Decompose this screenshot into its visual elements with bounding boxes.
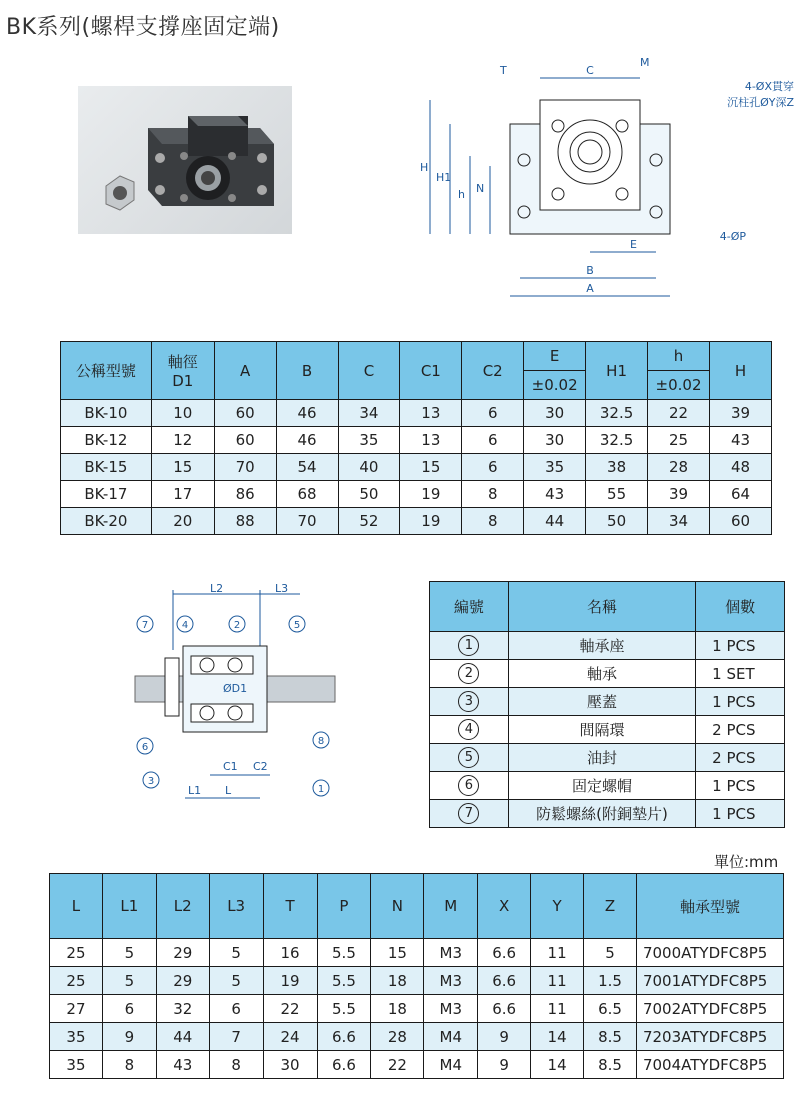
parts-number-cell [430,744,509,772]
dimension-cell: 35 [50,1051,103,1079]
spec-cell: 6 [462,454,524,481]
spec-cell: 70 [214,454,276,481]
spec-row [61,427,772,454]
drawing-label-h1: H1 [436,171,452,184]
page-title: BK系列(螺桿支撐座固定端) [6,15,280,40]
dimension-cell: M3 [424,995,478,1023]
spec-cell: 54 [276,454,338,481]
header-c2: C2 [462,342,524,400]
parts-number: 2 [458,663,479,684]
spec-cell: 8 [462,508,524,535]
header-quantity: 個數 [696,582,785,632]
parts-table [429,581,785,828]
dimension-cell: 7004ATYDFC8P5 [636,1051,783,1079]
spec-cell: 60 [710,508,772,535]
dimension-cell: 24 [263,1023,317,1051]
dimension-cell: 30 [263,1051,317,1079]
dimension-cell: 25 [50,967,103,995]
spec-cell: 30 [524,427,586,454]
spec-cell: 68 [276,481,338,508]
dimension-cell: M3 [424,967,478,995]
header-h1: H1 [586,342,648,400]
parts-row [430,632,785,660]
drawing-label-hole-y: 沉柱孔ØY深Z [727,96,794,109]
section-label-l: L [225,784,232,797]
callout-8: 8 [317,736,325,747]
header-e: E [524,342,586,371]
drawing-label-hh: h [458,188,465,201]
parts-name-cell: 固定螺帽 [508,772,695,800]
dimension-header-cell: L [50,874,103,939]
dimension-header-cell: P [317,874,371,939]
parts-quantity-cell: 1 SET [696,660,785,688]
spec-cell: 19 [400,508,462,535]
spec-cell: 30 [524,400,586,427]
unit-label: 單位:mm [714,853,779,871]
spec-row [61,400,772,427]
dimension-cell: 14 [531,1023,584,1051]
spec-cell: 8 [462,481,524,508]
callout-2: 2 [233,620,241,631]
dimension-table-body [50,939,784,1079]
dimension-cell: M3 [424,939,478,967]
parts-quantity-cell: 1 PCS [696,632,785,660]
parts-quantity-cell: 1 PCS [696,688,785,716]
dimension-cell: 9 [478,1051,531,1079]
spec-cell: 13 [400,400,462,427]
spec-cell: 55 [586,481,648,508]
callout-3: 3 [147,776,155,787]
parts-row [430,744,785,772]
spec-cell: 86 [214,481,276,508]
dimension-header-cell: L1 [102,874,156,939]
spec-row [61,454,772,481]
dimension-cell: 32 [156,995,209,1023]
dimension-cell: 1.5 [584,967,637,995]
parts-number: 4 [458,719,479,740]
parts-name-cell: 間隔環 [508,716,695,744]
header-number: 編號 [430,582,509,632]
dimension-cell: 18 [371,995,424,1023]
dimension-cell: 22 [371,1051,424,1079]
spec-cell: 50 [586,508,648,535]
dimension-cell: 29 [156,967,209,995]
dimension-cell: 5.5 [317,939,371,967]
parts-number-cell [430,632,509,660]
drawing-label-e: E [630,238,637,251]
spec-table-body [61,400,772,535]
dimension-header-cell: X [478,874,531,939]
dimension-cell: 22 [263,995,317,1023]
spec-cell: BK-17 [61,481,152,508]
dimension-cell: 5 [584,939,637,967]
spec-table [60,341,772,535]
dimension-cell: 15 [371,939,424,967]
section-label-l3: L3 [275,582,289,595]
parts-name-cell: 壓蓋 [508,688,695,716]
spec-cell: BK-12 [61,427,152,454]
dimension-cell: 6.6 [478,939,531,967]
spec-cell: 60 [214,427,276,454]
dimension-cell: 5.5 [317,967,371,995]
callout-1: 1 [317,784,325,795]
dimension-cell: 35 [50,1023,103,1051]
drawing-label-m: M [640,56,650,69]
callout-6: 6 [141,742,149,753]
dimension-cell: 8.5 [584,1023,637,1051]
drawing-label-c: C [586,64,594,77]
spec-cell: 38 [586,454,648,481]
dimension-cell: 7001ATYDFC8P5 [636,967,783,995]
dimension-cell: 25 [50,939,103,967]
parts-row [430,688,785,716]
header-hh-tolerance: ±0.02 [648,371,710,400]
parts-number-cell [430,688,509,716]
header-b: B [276,342,338,400]
spec-cell: 43 [524,481,586,508]
dimension-cell: 6.6 [478,967,531,995]
dimension-table [49,873,784,1079]
dimension-cell: 11 [531,967,584,995]
dimension-cell: 7000ATYDFC8P5 [636,939,783,967]
section-label-c1: C1 [223,760,238,773]
spec-cell: 22 [648,400,710,427]
drawing-label-h: H [420,161,429,174]
dimension-header-cell: N [371,874,424,939]
drawing-label-t: T [500,64,507,77]
technical-drawing [400,56,795,306]
dimension-cell: 8 [102,1051,156,1079]
section-drawing [125,580,350,810]
dimension-cell: 28 [371,1023,424,1051]
header-h: H [710,342,772,400]
dimension-cell: 9 [102,1023,156,1051]
spec-cell: BK-10 [61,400,152,427]
header-c1: C1 [400,342,462,400]
parts-number-cell [430,800,509,828]
dimension-row [50,1023,784,1051]
spec-cell: 25 [648,427,710,454]
dimension-header-cell: L2 [156,874,209,939]
dimension-table-header [50,874,784,939]
spec-cell: 35 [338,427,400,454]
dimension-cell: 6.5 [584,995,637,1023]
spec-cell: 20 [151,508,214,535]
dimension-cell: 9 [478,1023,531,1051]
dimension-cell: 6 [102,995,156,1023]
callout-7: 7 [141,620,149,631]
spec-cell: 70 [276,508,338,535]
parts-name-cell: 防鬆螺絲(附銅墊片) [508,800,695,828]
dimension-header-cell: 軸承型號 [636,874,783,939]
spec-cell: 19 [400,481,462,508]
dimension-cell: 7002ATYDFC8P5 [636,995,783,1023]
spec-cell: 32.5 [586,400,648,427]
dimension-cell: 18 [371,967,424,995]
spec-cell: 40 [338,454,400,481]
spec-cell: 13 [400,427,462,454]
dimension-row [50,995,784,1023]
parts-number-cell [430,716,509,744]
parts-number-cell [430,772,509,800]
parts-quantity-cell: 2 PCS [696,744,785,772]
header-c: C [338,342,400,400]
spec-cell: 39 [648,481,710,508]
spec-cell: 64 [710,481,772,508]
parts-row [430,800,785,828]
dimension-cell: 5 [102,967,156,995]
dimension-cell: 16 [263,939,317,967]
dimension-row [50,939,784,967]
product-photo [78,86,292,234]
drawing-label-n: N [476,182,485,195]
spec-cell: 35 [524,454,586,481]
spec-cell: 28 [648,454,710,481]
spec-cell: 17 [151,481,214,508]
section-label-d1: ØD1 [223,682,248,695]
parts-table-body [430,632,785,828]
drawing-label-b: B [586,264,594,277]
spec-cell: 60 [214,400,276,427]
spec-cell: 6 [462,427,524,454]
spec-cell: 46 [276,400,338,427]
section-label-l2: L2 [210,582,224,595]
parts-row [430,772,785,800]
parts-row [430,716,785,744]
dimension-cell: 11 [531,995,584,1023]
header-name: 名稱 [508,582,695,632]
spec-cell: 43 [710,427,772,454]
section-label-c2: C2 [253,760,268,773]
parts-number: 1 [458,635,479,656]
dimension-cell: 5.5 [317,995,371,1023]
spec-cell: 15 [400,454,462,481]
parts-name-cell: 油封 [508,744,695,772]
spec-cell: 50 [338,481,400,508]
spec-cell: 39 [710,400,772,427]
dimension-header-cell: Z [584,874,637,939]
spec-row [61,481,772,508]
header-d1: 軸徑 D1 [151,342,214,400]
header-model: 公稱型號 [61,342,152,400]
dimension-cell: 6.6 [317,1023,371,1051]
spec-cell: 44 [524,508,586,535]
drawing-label-hole-x: 4-ØX貫穿 [744,80,794,93]
parts-number: 6 [458,775,479,796]
dimension-cell: 5 [209,967,263,995]
spec-cell: BK-15 [61,454,152,481]
spec-cell: 34 [648,508,710,535]
dimension-header-cell: L3 [209,874,263,939]
dimension-cell: 7203ATYDFC8P5 [636,1023,783,1051]
spec-cell: BK-20 [61,508,152,535]
parts-number: 7 [458,803,479,824]
dimension-header-cell: T [263,874,317,939]
header-hh: h [648,342,710,371]
dimension-cell: 5 [102,939,156,967]
dimension-cell: M4 [424,1023,478,1051]
header-e-tolerance: ±0.02 [524,371,586,400]
parts-quantity-cell: 1 PCS [696,800,785,828]
dimension-cell: 29 [156,939,209,967]
parts-quantity-cell: 1 PCS [696,772,785,800]
spec-cell: 32.5 [586,427,648,454]
spec-cell: 48 [710,454,772,481]
dimension-cell: 6.6 [317,1051,371,1079]
spec-row [61,508,772,535]
spec-cell: 52 [338,508,400,535]
dimension-cell: 8 [209,1051,263,1079]
dimension-cell: 7 [209,1023,263,1051]
parts-name-cell: 軸承座 [508,632,695,660]
dimension-cell: 43 [156,1051,209,1079]
dimension-row [50,1051,784,1079]
spec-cell: 12 [151,427,214,454]
dimension-cell: 8.5 [584,1051,637,1079]
dimension-cell: 44 [156,1023,209,1051]
spec-cell: 6 [462,400,524,427]
parts-number-cell [430,660,509,688]
dimension-row [50,967,784,995]
drawing-label-a: A [586,282,594,295]
dimension-cell: 27 [50,995,103,1023]
dimension-cell: 14 [531,1051,584,1079]
spec-cell: 15 [151,454,214,481]
callout-4: 4 [181,620,189,631]
dimension-cell: 6 [209,995,263,1023]
parts-number: 5 [458,747,479,768]
dimension-cell: 11 [531,939,584,967]
spec-cell: 34 [338,400,400,427]
dimension-cell: 6.6 [478,995,531,1023]
drawing-label-p: 4-ØP [719,230,746,243]
parts-quantity-cell: 2 PCS [696,716,785,744]
dimension-header-cell: M [424,874,478,939]
parts-name-cell: 軸承 [508,660,695,688]
dimension-cell: 5 [209,939,263,967]
spec-cell: 10 [151,400,214,427]
parts-number: 3 [458,691,479,712]
spec-cell: 46 [276,427,338,454]
header-a: A [214,342,276,400]
callout-5: 5 [293,620,301,631]
section-label-l1: L1 [188,784,202,797]
dimension-cell: 19 [263,967,317,995]
spec-cell: 88 [214,508,276,535]
dimension-header-cell: Y [531,874,584,939]
dimension-cell: M4 [424,1051,478,1079]
parts-row [430,660,785,688]
